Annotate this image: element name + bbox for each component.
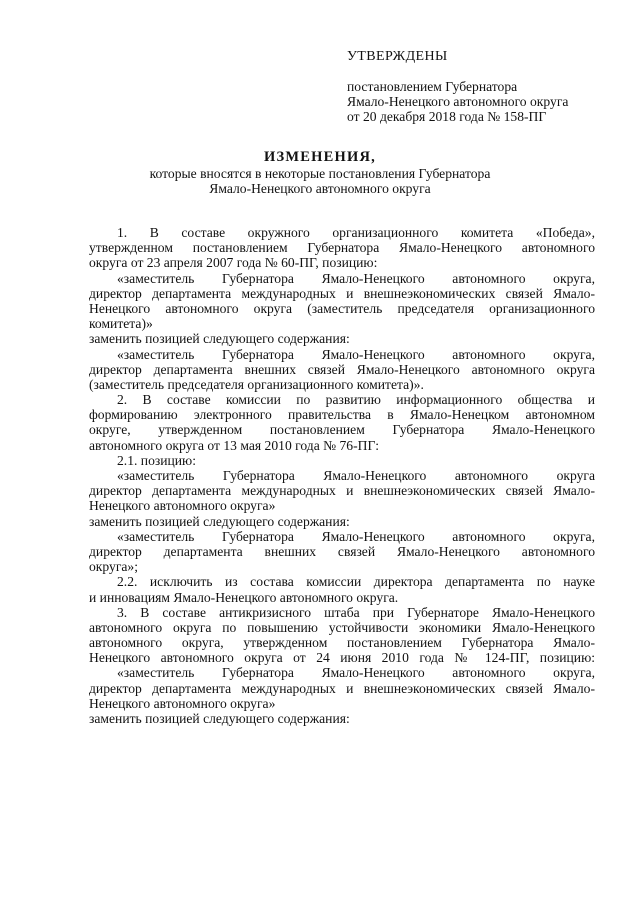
- body-line: «заместитель Губернатора Ямало-Ненецкого автономного округа,: [117, 665, 595, 681]
- document-body: [89, 225, 595, 726]
- body-line: директор департамента международных и внешнеэкономических связей Ямало-: [89, 680, 595, 696]
- body-line: директор департамента внешних связей Ямало-Ненецкого автономного: [89, 543, 595, 559]
- body-line: округе, утвержденном постановлением Губернатора Ямало-Ненецкого: [89, 422, 595, 438]
- approval-line: от 20 декабря 2018 года № 158-ПГ: [347, 109, 547, 125]
- approval-block: [347, 79, 607, 125]
- subtitle-line: Ямало-Ненецкого автономного округа: [209, 181, 431, 197]
- body-line: комитета)»: [89, 316, 153, 332]
- body-line: заменить позицией следующего содержания:: [89, 711, 350, 726]
- approval-line: Ямало-Ненецкого автономного округа: [347, 94, 569, 110]
- approval-line: постановлением Губернатора: [347, 79, 518, 94]
- body-line: «заместитель Губернатора Ямало-Ненецкого автономного округа,: [117, 346, 595, 362]
- body-line: округа»;: [89, 559, 138, 575]
- body-line: 2.1. позицию:: [117, 452, 196, 468]
- body-line: Ненецкого автономного округа (заместитель председателя организационного: [89, 300, 595, 316]
- approval-heading: УТВЕРЖДЕНЫ: [347, 49, 448, 64]
- body-line: 3. В составе антикризисного штаба при Губернаторе Ямало-Ненецкого: [117, 604, 595, 620]
- body-line: заменить позицией следующего содержания:: [89, 513, 350, 529]
- body-line: и инновациям Ямало-Ненецкого автономного округа.: [89, 589, 399, 605]
- body-line: «заместитель Губернатора Ямало-Ненецкого автономного округа,: [117, 270, 595, 286]
- body-line: округа от 23 апреля 2007 года № 60-ПГ, позицию:: [89, 255, 378, 271]
- body-line: Ненецкого автономного округа»: [89, 695, 276, 711]
- body-line: автономного округа от 13 мая 2010 года № 76-ПГ:: [89, 437, 380, 453]
- body-line: заменить позицией следующего содержания:: [89, 331, 350, 347]
- document-title: ИЗМЕНЕНИЯ,: [264, 149, 376, 165]
- body-line: «заместитель Губернатора Ямало-Ненецкого автономного округа,: [117, 528, 595, 544]
- body-line: 2. В составе комиссии по развитию информационного общества и: [117, 392, 595, 408]
- body-line: (заместитель председателя организационного комитета)».: [89, 376, 424, 392]
- body-line: формированию электронного правительства в Ямало-Ненецком автономном: [89, 407, 595, 423]
- body-line: 1. В составе окружного организационного комитета «Победа»,: [117, 225, 595, 240]
- body-line: автономного округа, утвержденном постановлением Губернатора Ямало-: [89, 635, 595, 651]
- subtitle-line: которые вносятся в некоторые постановления Губернатора: [149, 166, 491, 181]
- body-line: утвержденном постановлением Губернатора Ямало-Ненецкого автономного: [89, 240, 595, 256]
- document-subtitle: [0, 166, 640, 196]
- body-line: директор департамента международных и внешнеэкономических связей Ямало-: [89, 483, 595, 499]
- body-line: Ненецкого автономного округа»: [89, 498, 276, 514]
- body-line: директор департамента внешних связей Ямало-Ненецкого автономного округа: [89, 361, 595, 377]
- body-line: автономного округа по повышению устойчивости экономики Ямало-Ненецкого: [89, 619, 595, 635]
- body-line: «заместитель Губернатора Ямало-Ненецкого автономного округа: [117, 468, 595, 483]
- body-line: директор департамента международных и внешнеэкономических связей Ямало-: [89, 285, 595, 301]
- body-line: 2.2. исключить из состава комиссии директора департамента по науке: [117, 574, 595, 590]
- body-line: Ненецкого автономного округа от 24 июня 2010 года № 124-ПГ, позицию:: [89, 650, 595, 666]
